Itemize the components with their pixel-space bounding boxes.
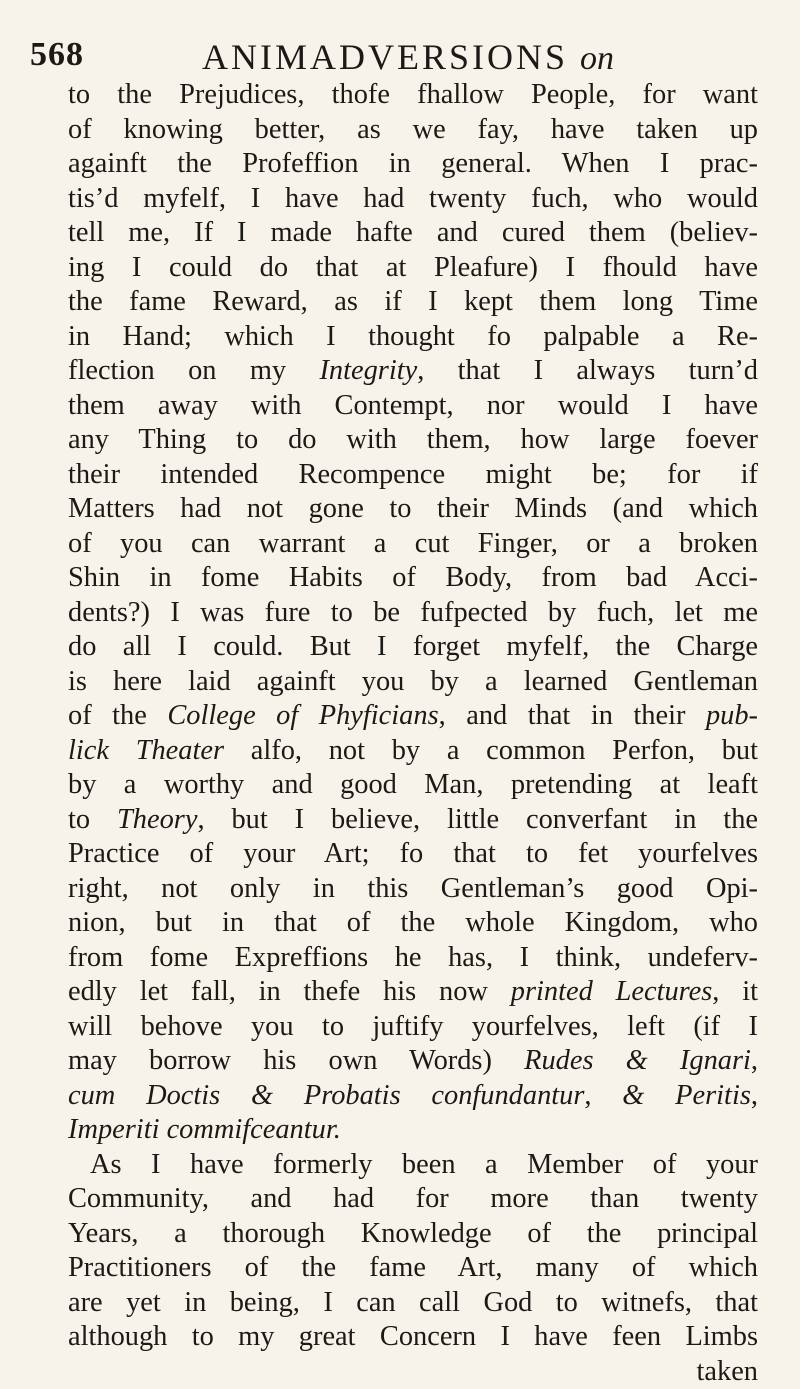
text-line <box>68 1113 758 1148</box>
text-line <box>68 699 758 734</box>
italic-text: pub- <box>706 700 758 731</box>
text-line <box>68 1320 758 1355</box>
text-line <box>68 182 758 217</box>
text-line <box>68 458 758 493</box>
text-line <box>68 1182 758 1217</box>
running-head-suffix: on <box>580 40 614 77</box>
italic-text: Rudes & Ignari <box>524 1045 751 1076</box>
text-line <box>68 1355 758 1389</box>
text-line <box>68 768 758 803</box>
text-segment: Years, a thorough Knowledge of the principal <box>68 1218 758 1249</box>
text-line <box>68 1251 758 1286</box>
page-number: 568 <box>30 36 84 74</box>
running-head-title: ANIMADVERSIONS <box>202 37 568 77</box>
text-segment: ing I could do that at Pleafure) I fhould have <box>68 252 758 283</box>
text-segment: As I have formerly been a Member of your <box>90 1149 758 1180</box>
text-segment: , but I believe, little converfant in the <box>197 804 758 835</box>
text-line <box>68 906 758 941</box>
italic-text: & Peritis <box>622 1080 751 1111</box>
text-segment: tell me, If I made hafte and cured them (believ- <box>68 217 758 248</box>
running-head <box>202 36 614 78</box>
text-segment: againft the Profeffion in general. When I prac- <box>68 148 758 179</box>
text-segment: taken <box>697 1356 758 1387</box>
text-segment: , <box>584 1080 622 1111</box>
italic-text: Imperiti commifceantur. <box>68 1114 341 1145</box>
text-line <box>68 975 758 1010</box>
text-segment: Shin in fome Habits of Body, from bad Acci- <box>68 562 758 593</box>
text-segment: , it <box>712 976 758 1007</box>
text-line <box>68 147 758 182</box>
text-line <box>68 872 758 907</box>
text-line <box>68 561 758 596</box>
text-line <box>68 527 758 562</box>
text-line <box>68 216 758 251</box>
text-segment: right, not only in this Gentleman’s good Opi- <box>68 873 758 904</box>
text-segment: edly let fall, in thefe his now <box>68 976 511 1007</box>
text-segment: Practice of your Art; fo that to fet yourfelves <box>68 838 758 869</box>
text-segment: of knowing better, as we fay, have taken up <box>68 114 758 145</box>
italic-text: printed Lectures <box>511 976 713 1007</box>
text-line <box>68 251 758 286</box>
italic-text: Theory <box>117 804 197 835</box>
text-segment: although to my great Concern I have feen Limbs <box>68 1321 758 1352</box>
text-segment: are yet in being, I can call God to witnefs, that <box>68 1287 758 1318</box>
text-segment: Community, and had for more than twenty <box>68 1183 758 1214</box>
text-segment: Matters had not gone to their Minds (and which <box>68 493 758 524</box>
text-line <box>68 596 758 631</box>
text-segment: by a worthy and good Man, pretending at leaft <box>68 769 758 800</box>
text-segment: , and that in their <box>439 700 706 731</box>
text-line <box>68 1286 758 1321</box>
text-segment: dents?) I was fure to be fufpected by fuch, let me <box>68 597 758 628</box>
text-line <box>68 1217 758 1252</box>
text-line <box>68 389 758 424</box>
text-segment: tis’d myfelf, I have had twenty fuch, who would <box>68 183 758 214</box>
text-segment: , <box>751 1080 758 1111</box>
text-line <box>68 734 758 769</box>
text-line <box>68 285 758 320</box>
text-line <box>68 320 758 355</box>
text-line <box>68 1044 758 1079</box>
text-segment: the fame Reward, as if I kept them long Time <box>68 286 758 317</box>
italic-text: Integrity <box>319 355 417 386</box>
text-segment: Practitioners of the fame Art, many of which <box>68 1252 758 1283</box>
text-segment: their intended Recompence might be; for if <box>68 459 758 490</box>
text-segment: may borrow his own Words) <box>68 1045 524 1076</box>
text-line <box>68 354 758 389</box>
text-segment: nion, but in that of the whole Kingdom, who <box>68 907 758 938</box>
text-segment: alfo, not by a common Perfon, but <box>224 735 758 766</box>
text-segment: of the <box>68 700 167 731</box>
text-segment: , <box>751 1045 758 1076</box>
text-line <box>68 113 758 148</box>
text-line <box>68 1010 758 1045</box>
italic-text: lick Theater <box>68 735 224 766</box>
text-segment: is here laid againft you by a learned Gentleman <box>68 666 758 697</box>
text-segment: to <box>68 804 117 835</box>
text-segment: to the Prejudices, thofe fhallow People, for want <box>68 79 758 110</box>
text-segment: them away with Contempt, nor would I have <box>68 390 758 421</box>
text-line <box>68 492 758 527</box>
text-segment: , that I always turn’d <box>417 355 758 386</box>
text-segment: any Thing to do with them, how large foever <box>68 424 758 455</box>
text-segment: will behove you to juftify yourfelves, left (if I <box>68 1011 758 1042</box>
text-segment: of you can warrant a cut Finger, or a broken <box>68 528 758 559</box>
text-segment: from fome Expreffions he has, I think, undeferv- <box>68 942 758 973</box>
text-line <box>68 941 758 976</box>
text-line <box>68 630 758 665</box>
italic-text: College of Phyficians <box>167 700 438 731</box>
text-segment: flection on my <box>68 355 319 386</box>
text-line <box>68 1148 758 1183</box>
text-line <box>68 78 758 113</box>
text-line <box>68 423 758 458</box>
text-line <box>68 803 758 838</box>
page-header <box>30 30 760 80</box>
italic-text: cum Doctis & Probatis confundantur <box>68 1080 584 1111</box>
text-line <box>68 665 758 700</box>
text-line <box>68 837 758 872</box>
body-text <box>68 78 758 1389</box>
text-segment: in Hand; which I thought fo palpable a Re- <box>68 321 758 352</box>
text-line <box>68 1079 758 1114</box>
text-segment: do all I could. But I forget myfelf, the Charge <box>68 631 758 662</box>
